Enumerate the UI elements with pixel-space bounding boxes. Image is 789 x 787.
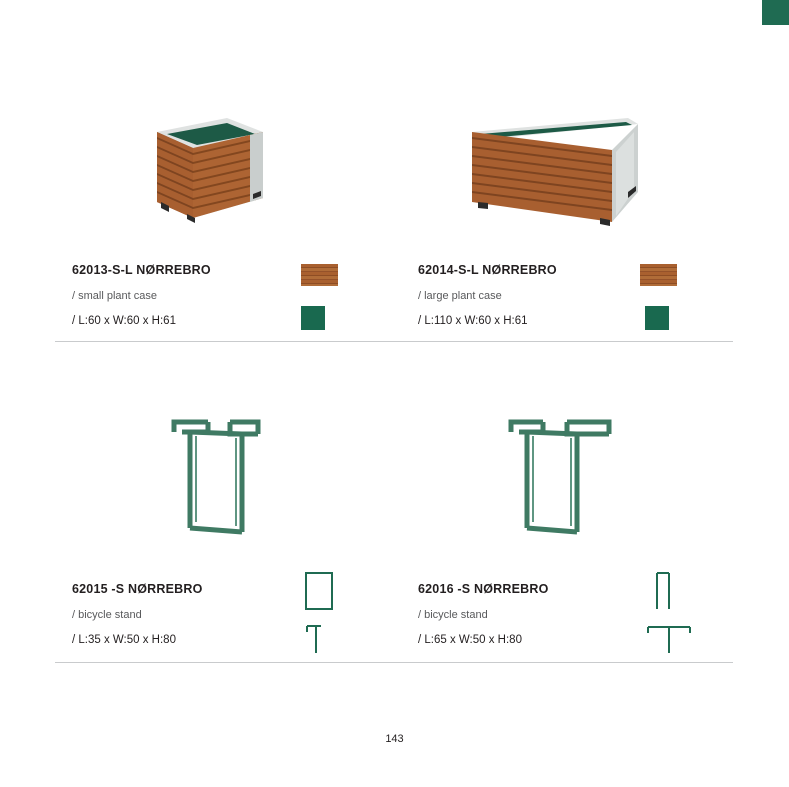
product-info-62014 (418, 263, 557, 327)
wood-slat-swatch (640, 264, 677, 286)
product-code: 62013-S-L NØRREBRO (72, 263, 211, 277)
product-illustration-62015 (168, 410, 278, 550)
product-code: 62015 -S NØRREBRO (72, 582, 203, 596)
product-illustration-62013 (145, 110, 270, 235)
product-info-62015 (72, 582, 203, 646)
front-elevation-icon (303, 570, 337, 612)
wood-slat-swatch (301, 264, 338, 286)
product-description: / bicycle stand (418, 609, 488, 621)
page-corner-tab (762, 0, 789, 25)
page-number: 143 (385, 733, 404, 745)
product-info-62013 (72, 263, 211, 327)
front-elevation-icon (652, 570, 686, 612)
product-code: 62014-S-L NØRREBRO (418, 263, 557, 277)
product-illustration-62016 (505, 410, 625, 550)
product-illustration-62014 (460, 110, 645, 235)
green-metal-swatch (301, 306, 325, 330)
product-dimensions: / L:60 x W:60 x H:61 (72, 315, 176, 327)
green-metal-swatch (645, 306, 669, 330)
side-elevation-icon (645, 623, 693, 655)
product-description: / large plant case (418, 290, 502, 302)
product-dimensions: / L:110 x W:60 x H:61 (418, 315, 528, 327)
product-description: / small plant case (72, 290, 157, 302)
product-dimensions: / L:35 x W:50 x H:80 (72, 634, 176, 646)
product-code: 62016 -S NØRREBRO (418, 582, 549, 596)
product-description: / bicycle stand (72, 609, 142, 621)
product-info-62016 (418, 582, 549, 646)
product-dimensions: / L:65 x W:50 x H:80 (418, 634, 522, 646)
side-elevation-icon (303, 623, 337, 655)
section-divider (55, 662, 733, 663)
section-divider (55, 341, 733, 342)
